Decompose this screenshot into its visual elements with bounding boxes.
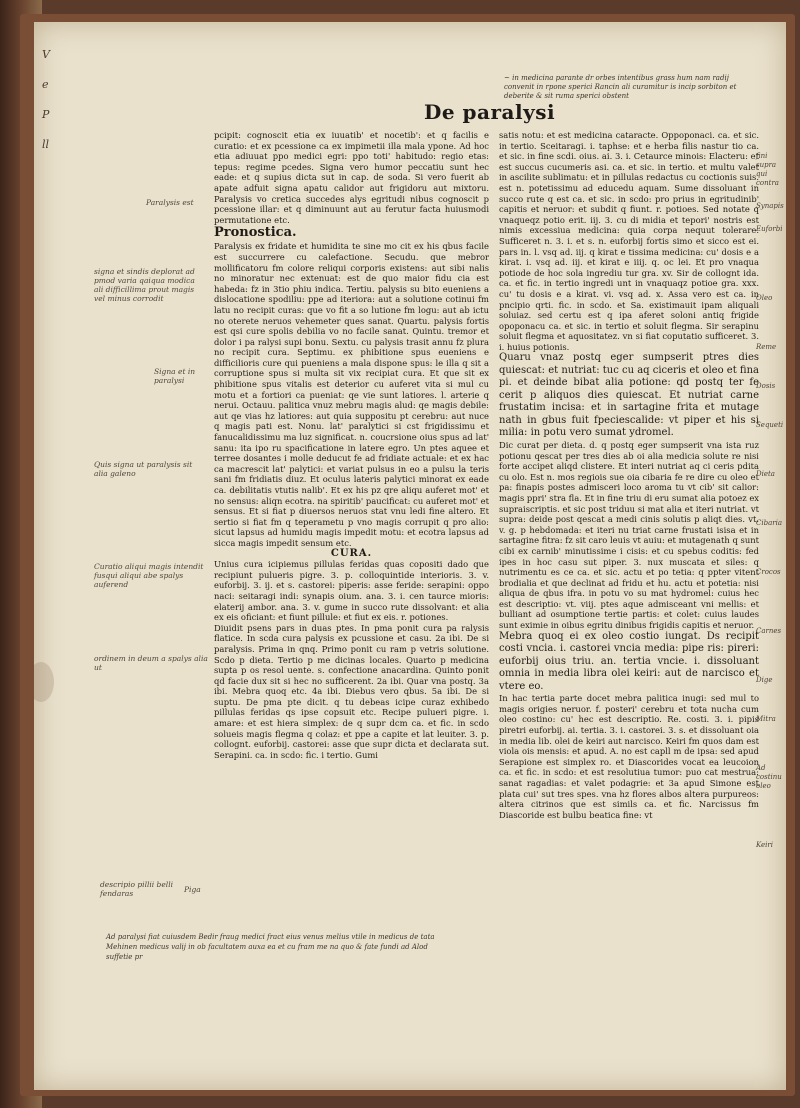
gutter-mark: P — [42, 108, 50, 121]
gutter-mark: e — [42, 78, 49, 91]
margin-note: Dige — [756, 676, 773, 684]
page-stain — [34, 662, 54, 702]
section-heading: CURA. — [330, 547, 373, 559]
manuscript-page — [34, 22, 786, 1090]
paragraph: Paralysis ex fridate et humidita te sine mo cit ex his qbus facile est succurrere cu calefactione. Secudu. que mebror mollificatoru fm colore reliqui corporis existens: aut sibi nalis no minoratur nec extenuat: est de quo maior fidu cia est habeda: fz in 3tio phiu indica. Tertiu. palysis su bito eueniens a dislocatione spodiliu: ppe ad iteriora: aut a solutione cotinui fm latu no recipit curas: que vo fit a so lutione fm logu: aut ab ictu no oterete neruos vehemeter ques sanat. Quartu. palysis fortis est qsi cure spolis debilia vo no facile sanat. Quintu. tremor et dolor i pa ralysi supi bonu. Sextu. cu palysis trasit annu fz plura no recipit cura. Septimu. ex phibitione spus eueniens e difficilioris cure qui pueniens a mala dispone spus: le illa q sit a corruptione spus si multa sit vix recipiat cura. Et que sit ex phibitione spus vitalis est deterior cu auferet vita si mul cu motu et a fortiori ca pueniat: qe vie sunt latiores. l. arterie q nerui. Octauu. palitica vnuz mebru magis alud: qe magis debile: aut qe vias hz latiores: aut quia suppositu pt cerebru: aut nuce q magis pati est. Nonu. lat' paralytici si cst frigidissimu et fanucalidissimu ma luz significat. n. coucrsione oius spus ad lat' sanu: ita ipo ru spacificatione in latere egro. Un ptes aquee et terree dosantes i molle deducut fe ad fridiate actuale: et ex hac ca macrescit lat' palytici: et variat pulsus in eo a pulsu la teris sani fm fridiatis diuz. Et oculus lateris palytici minorat ex eade ca. debilitatis vtutis nalib'. Et ex his pz qre aliqu auferet mot' et no sensus: aliqn ecotra. na spiritib' paucificat: cu auferet mot' et sensus. Et si fiat p diuersos neruos stat vnu ledi fine altero. Et sertio si fiat fm q teperametu p vno magis corrupit q pro alio: sicut lapsus ad humidu magis impedit motu: et ecotra lapsus ad sicca magis impedit sensum etc. — [214, 241, 489, 548]
right-margin-notes — [756, 152, 786, 850]
margin-note: Carnes — [756, 627, 782, 635]
gutter-mark: ll — [42, 138, 50, 151]
page-title: De paralysi — [424, 100, 556, 124]
margin-note: Cibaria — [756, 519, 783, 527]
margin-note: Ad costinu oleo — [756, 764, 782, 790]
margin-note: descripio pillii belli fendaras — [100, 880, 173, 898]
margin-note: Synapis — [756, 202, 784, 210]
gutter-marks — [42, 40, 78, 160]
margin-note: Mitra — [756, 715, 776, 723]
margin-note: Dieta — [756, 470, 775, 478]
margin-note: Euforbi — [756, 225, 783, 233]
margin-note: Reme — [756, 343, 777, 351]
margin-note: signa et sindis deplorat ad pmod varia qaiqua modica ali difficillima prout magis vel minus corrodit — [94, 267, 195, 303]
paragraph: satis notu: et est medicina cataracte. Oppoponaci. ca. et sic. in tertio. Sceitaragi. i. taphse: et e herba filis nastur tio ca. et sic. in fine scdi. oius. ai. 3. i. Cetaurce minois: Elacteru: et est succus cucumeris asi. ca. et sic. in tertio. et multu valet in ascilite sublimatu: et in pillulas redactus cu coctionis suis. est n. potetissimu ad educedu aquam. Sume dissoluant in succo rute q est ca. et sic. in scdo: pro prius in egritudinib' capitis et neruor: et subdit q fiunt. r. potioes. Sed notate q vnaqueqz potio erit. iij. 3. cu di midia et tepori' nostris est nimis excessiua medicina: quia corpa nequut tolerare. Sufficeret n. 3. i. et s. n. euforbij fortis simo et sicco est ei. pars in. l. vsq ad. iij. q kirat e tissima medicina: cu' dosis e a kirat. i. vsq ad. iij. et kirat e iiij. q. oc lei. Et pro vnaqua potiode de hoc sola ingrediu tur gra. xv. Sir de collognt ida. ca. et fic. in tertio ingredi unt in vnaquaqz potioe gra. xxx. cu' tu dosis e a kirat. vi. vsq ad. x. Assa vero est ca. in pncipio qrti. fic. in scdo. et Sa. existimauit ipam aliquali soluiaz. sed certu est q ipa aferet soloni antiq frigide opoponacu ca. et sic. in tertio et soluit flegma. Sir serapinu soluit flegma et aquositatez. vn si fiat coputatio sufficeret. 3. i. huius potionis. — [499, 130, 759, 352]
paragraph-large: Mebra quoq ei ex oleo costio iungat. Ds recipit costi vncia. i. castorei vncia media: pipe ris: pireri: euforbij oius triu. an. tertia vncie. i. dissoluant omnia in media libra olei keiri: aut de narcisco et vtere eo. — [499, 630, 759, 692]
paragraph: Diuidit psens pars in duas ptes. In pma ponit cura pa ralysis flatice. In scda cura palysis ex pcussione et casu. 2a ibi. De si paralysis. Prima in qnq. Primo ponit cu ram p vetris solutione. Scdo p dieta. Tertio p me dicinas locales. Quarto p medicina supta p os resol uente. s. confectione anacardina. Quinto ponit qd facie dux sit si hec no sufficerent. 2a ibi. Quar vna postq. 3a ibi. Mebra quoq etc. 4a ibi. Diebus vero qbus. 5a ibi. De si suptu. De pma pte dicit. q tu debeas icipe curaz exhibedo pillulas feridas qs ipse copsuit etc. Recipe pulueri pigre. i. amare: et est hiera simplex: de q supr dcm ca. et fic. in scdo solueis magis flegma q colaz: et ppe a capite et lat leuiter. 3. p. collognt. euforbij. castorei: asse que supr dicta et declarata sut. Serapini. ca. in scdo: fic. i tertio. Gumi — [214, 622, 489, 760]
margin-note: Oleo — [756, 294, 773, 302]
paragraph: In hac tertia parte docet mebra palitica inugi: sed mul to magis origies neruor. f. posteri' cerebru et tota nucha cum oleo costino: cu' hec est descriptio. Re. costi. 3. i. pipis piretri euforbij. ai. tertia. 3. i. castorei. 3. s. et dissoluant oia in media lib. olei de keiri aut narcisco. Keiri fm quos dam est viola ois mensis: et apud. A. no est capll m de ipsa: sed apud Serapione est simplex ro. et Diascorides vocat ea leucoion ca. et fic. in scdo: et est resolutiua tumor: puo cat mestrua: sanat ragadias: et valet podagrie: et 3a apud Simone est plata cui' sut tres spes. vna hz flores albos altera purpureos: altera citrinos que est simils ca. et fic. Narcissus fm Diascoride est bulbu beatica fine: vt — [499, 693, 759, 820]
bottom-handwritten-note: Ad paralysi fiat cuiusdem Bedir fraug medici fract eius venus melius vtile in medicus de tata Mehinen medicus valij in ob facultatem auxa ea et cu fram me na quo & fate fundi ad Alod suffetie pr — [106, 933, 435, 961]
top-handwritten-note: ~ in medicina parante dr orbes intentibus grass hum nam radij convenit in rpone sperici Rancin ali curamitur is incip sorbiton et deberite & sit ruma sperici obstent — [504, 74, 737, 100]
gutter-mark: V — [42, 48, 50, 61]
section-heading: Pronostica. — [214, 225, 297, 241]
margin-note: Piga — [184, 885, 201, 894]
margin-note: Dosis — [756, 382, 776, 390]
margin-note: Paralysis est — [146, 198, 194, 207]
paragraph: Unius cura icipiemus pillulas feridas quas copositi dado que recipiunt pulueris pigre. 3. p. colloquintide interioris. 3. v. euforbij. 3. ij. et s. castorei: piperis: asse feride: serapini: oppo naci: seitaragi indi: synapis oium. ana. 3. i. cen taurce mioris: elaterij ambor. ana. 3. v. gume in succo rute dissolvant: et alia ex eis oficiant: et fiunt pillule: et fiut ex eis. r. potiones. — [214, 559, 489, 623]
margin-note: Curatio aliqui magis intendit fusqui aliqui abe spalys auferend — [94, 562, 204, 589]
left-text-column — [214, 130, 489, 760]
right-text-column — [499, 130, 759, 820]
paragraph: Dic curat per dieta. d. q postq eger sumpserit vna ista ruz potionu qescat per tres dies ab oi alia medicia solute re nisi forte accipet aliqd clistere. Et interi nutriat aq ci ceris pdita cu olo. Est n. mos regiois sue oia cibaria fe re dire cu oleo et pa: finapis postes admisceri loco aroma tu vt cib' sit calior: magis ppri' stra fla. Et in fine triu di eru sumat alia potoez ex supraiscriptis. et sic post triduu si mat alia et iteri nutriat. vt supra: deide post qescat a medi cinis solutis p aliqt dies. vt. v. g. p hebdomada: et iteri nu triat carne frustati isisa et in sartagine fitra: fz sit caro leuis vt auiu: et mutagenath q sunt cibi ex carnib' minutissime i cisis: et cu spebus coditis: fed ipes in hoc casu sut piper. 3. nux muscata et siles: q nutrimentu es ce ca. et sic. actu et po tetia: q ppter vitent brodialia et que declinat ad fridu et hu. actu et potetia: nisi aliqua de qbus ifra. in potu vo su mat hydromel: cuius hec est descriptio: vt. viij. ptes aque admisceant vni mellis: et bulliant ad osumptione tertie partis: et colet: cuius laudes sunt eximie in oibus egritu dinibus frigidis capitis et neruor. — [499, 439, 760, 631]
margin-note: fini supra qui contra — [756, 152, 779, 187]
margin-note: ordinem in deum a spalys alia ut — [94, 654, 208, 672]
paragraph-large: Quaru vnaz postq eger sumpserit ptres dies quiescat: et nutriat: tuc cu aq ciceris et oleo et fina pi. et deinde bibat alia potione: qd postq ter fe cerit p aliquos dies quiescat. Et nutriat carne frustatim incisa: et in sartagine frita et mutage nath in gbus fuit fpeciescalide: vt piper et his si milia: in potu vero sumat ydromel. — [499, 352, 759, 439]
margin-note: Crocos — [756, 568, 781, 576]
margin-note: Keiri — [756, 841, 774, 849]
margin-note: Signa et in paralysi — [154, 367, 196, 385]
margin-note: Quis signa ut paralysis sit alia galeno — [94, 460, 193, 478]
paragraph: pcipit: cognoscit etia ex iuuatib' et nocetib': et q facilis e curatio: et ex pcessione ca ex impimetii illa mala ypone. Ad hoc etia adiuuat ppo medici egri: ppo toti' habitudo: regio etas: tepus: regime pcedes. Signa vero humor peccatiu sunt hec eade: et q supius dicta sut in cap. de soda. Si vero fuerit ab apate adfuit signa apatu calidor aut frigidoru aut mixtoru. Paralysis vo cretica succedes alys egritudi nibus cognoscit p pcessione illar: et q diminuunt aut au ferutur facta huiusmodi permutatione etc. — [214, 130, 489, 225]
margin-note: Sequeti — [756, 421, 784, 429]
